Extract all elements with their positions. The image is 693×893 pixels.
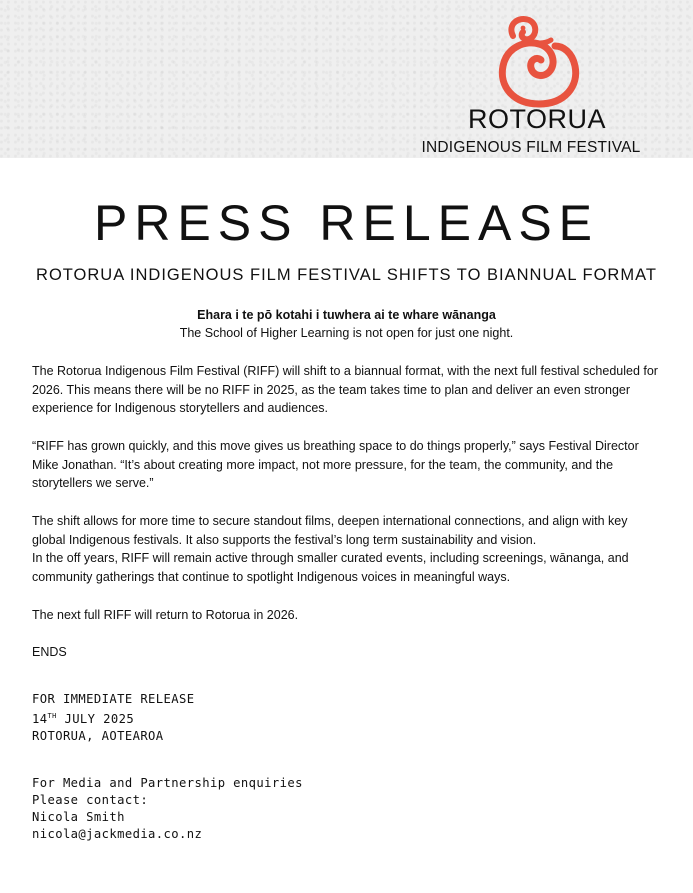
paragraph-announcement: The Rotorua Indigenous Film Festival (RIFF) will shift to a biannual format, with the next full festival scheduled for 2026. This means there will be no RIFF in 2025, as the team takes time to plan and deliver an even stronger experience for Indigenous storytellers and audiences. xyxy=(32,364,658,415)
date-day: 14 xyxy=(32,712,48,726)
contact-name: Nicola Smith xyxy=(32,810,125,824)
release-date xyxy=(32,708,432,728)
release-label: FOR IMMEDIATE RELEASE xyxy=(32,692,195,706)
whakatauki-english: The School of Higher Learning is not open for just one night. xyxy=(179,326,514,340)
date-rest: JULY 2025 xyxy=(56,712,135,726)
ends-marker: ENDS xyxy=(32,645,67,659)
contact-prompt: Please contact: xyxy=(32,793,149,807)
contact-email[interactable]: nicola@jackmedia.co.nz xyxy=(32,827,203,841)
headline: ROTORUA INDIGENOUS FILM FESTIVAL SHIFTS TO BIANNUAL FORMAT xyxy=(36,266,657,284)
brand-subtitle: INDIGENOUS FILM FESTIVAL xyxy=(421,139,641,156)
contact-heading: For Media and Partnership enquiries xyxy=(32,776,303,790)
contact-block xyxy=(32,775,432,843)
paragraph-off-years: In the off years, RIFF will remain active through smaller curated events, including screenings, wānanga, and community gatherings that continue to spotlight Indigenous voices in meaningful ways. xyxy=(32,551,629,584)
release-location: ROTORUA, AOTEAROA xyxy=(32,729,164,743)
paragraph-quote: “RIFF has grown quickly, and this move gives us breathing space to do things properly,” says Festival Director Mike Jonathan. “It’s about creating more impact, not more pressure, for the team, the community, and the storytellers we serve.” xyxy=(32,439,639,490)
release-block xyxy=(32,691,432,745)
date-suffix: TH xyxy=(47,712,57,720)
koru-spiral-icon xyxy=(493,14,585,108)
brand-name: ROTORUA xyxy=(467,104,606,134)
paragraph-benefits: The shift allows for more time to secure standout films, deepen international connections, and align with key global Indigenous festivals. It also supports the festival’s long term sustainability and vision. xyxy=(32,514,628,547)
page-title: PRESS RELEASE xyxy=(93,195,600,251)
whakatauki-maori: Ehara i te pō kotahi i tuwhera ai te whare wānanga xyxy=(197,308,496,322)
paragraph-return: The next full RIFF will return to Rotorua in 2026. xyxy=(32,608,299,622)
